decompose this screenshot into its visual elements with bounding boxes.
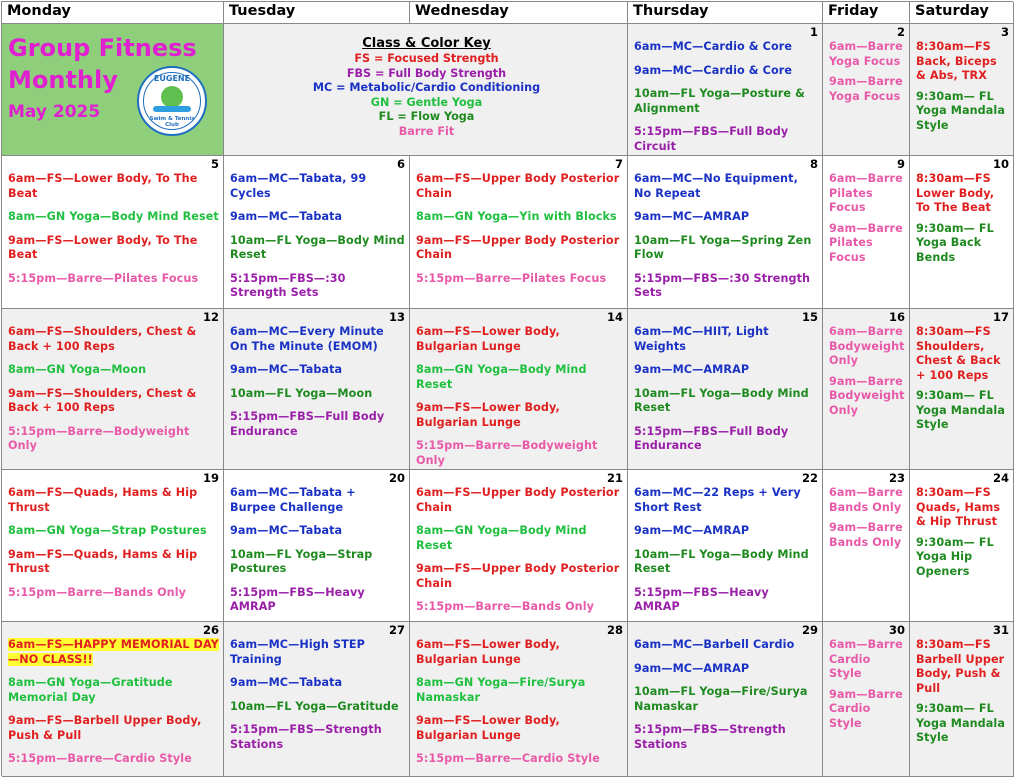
class-event [230,363,405,378]
class-event-text: 6am—Barre Yoga Focus [829,40,903,68]
key-title: Class & Color Key [362,36,491,51]
class-event [416,234,623,263]
class-event-text: 9am—FS—Quads, Hams & Hip Thrust [8,547,198,575]
class-event [829,172,905,216]
class-event [416,172,623,201]
class-event-text: 10am—FL Yoga—Moon [230,386,373,400]
day-events [916,486,1009,579]
day-events [634,40,818,154]
class-event [416,676,623,705]
class-event-text: 10am—FL Yoga—Body Mind Reset [230,233,405,261]
class-event-text: 10am—FL Yoga—Spring Zen Flow [634,233,812,261]
class-event [8,638,219,667]
class-event [634,486,818,515]
day-cell-31 [910,622,1014,777]
day-cell-20 [224,470,410,622]
class-event [8,524,219,539]
day-number: 5 [210,157,219,171]
class-event-text: 9am—MC—Cardio & Core [634,63,793,77]
class-event-text: 6am—MC—Tabata + Burpee Challenge [230,486,356,514]
class-event-text: 8:30am—FS Quads, Hams & Hip Thrust [916,486,1001,528]
water-wave-icon [153,106,191,112]
day-events [8,325,219,454]
day-number: 10 [992,157,1009,171]
key-line: FS = Focused Strength [354,52,499,65]
class-event-text: 9am—MC—Tabata [230,524,343,537]
class-event [916,536,1009,580]
class-event-text: 8:30am—FS Lower Body, To The Beat [916,172,995,214]
class-event-text: 6am—MC—Barbell Cardio [634,638,795,651]
class-event [8,714,219,743]
class-event-text: 10am—FL Yoga—Body Mind Reset [634,386,809,414]
class-event-text: 8:30am—FS Barbell Upper Body, Push & Pull [916,638,1005,695]
class-event-text: 8am—GN Yoga—Body Mind Reset [416,524,587,552]
day-events [634,486,818,615]
title-line-1: Group Fitness [8,34,197,62]
day-cell-27 [224,622,410,777]
class-event [916,90,1009,134]
class-event [8,325,219,354]
class-event-text: 8am—GN Yoga—Body Mind Reset [8,210,219,223]
class-event [916,638,1009,696]
class-event [8,272,219,287]
day-events [829,40,905,104]
class-event-text: 5:15pm—Barre—Bands Only [416,600,595,613]
class-event-text: 6am—Barre Bands Only [829,486,903,514]
class-event-text: 6am—FS—Upper Body Posterior Chain [416,486,620,514]
class-event-text: 8am—GN Yoga—Strap Postures [8,524,207,537]
day-cell-7 [410,156,628,309]
class-event [916,702,1009,746]
class-event-text: 6am—FS—HAPPY MEMORIAL DAY—NO CLASS!! [8,638,219,666]
day-cell-21 [410,470,628,622]
class-event-text: 10am—FL Yoga—Posture & Alignment [634,87,805,115]
day-events [8,486,219,600]
day-events [829,172,905,265]
day-number: 26 [202,623,219,637]
class-event-text: 8am—GN Yoga—Body Mind Reset [416,363,587,391]
class-event-text: 6am—MC—No Equipment, No Repeat [634,172,798,200]
day-cell-2 [823,24,910,156]
day-cell-23 [823,470,910,622]
class-event-text: 9am—MC—AMRAP [634,363,750,376]
class-event [634,524,818,539]
class-event [8,676,219,705]
class-event-text: 6am—FS—Lower Body, To The Beat [8,172,198,200]
class-event [634,425,818,454]
class-event [416,486,623,515]
day-number: 9 [896,157,905,171]
class-event-text: 10am—FL Yoga—Fire/Surya Namaskar [634,685,808,713]
class-event [416,325,623,354]
key-line: FL = Flow Yoga [378,110,475,124]
class-event-text: 5:15pm—FBS—Full Body Circuit [634,125,789,153]
class-event [829,688,905,732]
day-number: 20 [388,471,405,485]
day-number: 1 [809,25,818,39]
class-event [230,524,405,539]
class-event-text: 9:30am— FL Yoga Hip Openers [916,535,994,578]
class-event-text: 6am—FS—Quads, Hams & Hip Thrust [8,486,198,514]
day-events [916,638,1009,746]
day-events [829,486,905,550]
class-event [230,676,405,691]
color-key [224,24,628,156]
class-event [416,524,623,553]
class-event [230,234,405,263]
class-event [416,401,623,430]
day-number: 28 [606,623,623,637]
logo-bottom-text: Swim & Tennis Club [149,116,195,128]
header-friday: Friday [823,2,910,24]
class-event [634,64,818,79]
class-event [8,172,219,201]
class-event [230,486,405,515]
class-event-text: 5:15pm—FBS—Strength Stations [230,723,382,751]
day-events [416,172,623,286]
class-event-text: 6am—MC—22 Reps + Very Short Rest [634,486,801,514]
class-event [230,723,405,752]
class-event-text: 6am—FS—Shoulders, Chest & Back + 100 Reps [8,325,197,353]
class-event [916,325,1009,383]
day-number: 30 [888,623,905,637]
class-event [634,387,818,416]
day-number: 29 [801,623,818,637]
class-event [8,548,219,577]
club-logo [137,66,207,136]
class-event-text: 8am—GN Yoga—Gratitude Memorial Day [8,676,173,704]
class-event-text: 9:30am— FL Yoga Mandala Style [916,702,1005,744]
day-cell-8 [628,156,823,309]
class-event [230,387,405,402]
class-event [829,40,905,69]
header-monday: Monday [2,2,224,24]
day-cell-26 [2,622,224,777]
class-event-text: 5:15pm—FBS—Full Body Endurance [230,410,385,438]
class-event [829,638,905,682]
class-event-text: 9:30am— FL Yoga Mandala Style [916,89,1005,132]
class-event [634,40,818,55]
class-event-text: 6am—FS—Lower Body, Bulgarian Lunge [416,638,560,666]
day-events [416,325,623,468]
day-cell-28 [410,622,628,777]
day-number: 27 [388,623,405,637]
key-lines [230,52,623,140]
class-event-text: 9am—FS—Lower Body, To The Beat [8,233,198,261]
class-event [8,234,219,263]
header-wednesday: Wednesday [410,2,628,24]
day-number: 8 [809,157,818,171]
class-event [8,752,219,767]
calendar-grid [1,1,1013,776]
class-event [230,410,405,439]
day-events [416,638,623,767]
class-event-text: 9am—MC—AMRAP [634,210,750,223]
day-events [829,325,905,418]
day-number: 12 [202,310,219,324]
class-event-text: 10am—FL Yoga—Body Mind Reset [634,547,809,575]
day-events [634,325,818,454]
class-event-text: 6am—Barre Pilates Focus [829,172,903,214]
day-cell-13 [224,309,410,470]
key-line: GN = Gentle Yoga [370,95,483,109]
header-thursday: Thursday [628,2,823,24]
class-event-text: 5:15pm—Barre—Pilates Focus [8,271,199,285]
day-events [829,638,905,731]
class-event-text: 9am—FS—Lower Body, Bulgarian Lunge [416,401,560,429]
class-event [634,638,818,653]
class-event [916,389,1009,433]
class-event-text: 9am—Barre Bodyweight Only [829,374,905,417]
header-tuesday: Tuesday [224,2,410,24]
class-event [829,222,905,266]
day-number: 22 [801,471,818,485]
class-event-text: 9am—MC—Tabata [230,363,343,376]
day-events [8,172,219,286]
day-events [230,638,405,752]
class-event [634,272,818,301]
class-event-text: 8am—GN Yoga—Moon [8,363,147,376]
class-event [230,325,405,354]
class-event [634,363,818,378]
class-event-text: 6am—Barre Bodyweight Only [829,325,905,367]
title-block [2,24,224,156]
class-event-text: 9am—FS—Barbell Upper Body, Push & Pull [8,714,202,742]
class-event-text: 5:15pm—FBS—:30 Strength Sets [634,271,811,299]
class-event-text: 5:15pm—FBS—Heavy AMRAP [634,585,769,613]
class-event [634,87,818,116]
day-events [916,172,1009,265]
class-event-text: 6am—FS—Upper Body Posterior Chain [416,172,620,200]
class-event-text: 5:15pm—Barre—Bands Only [8,585,187,599]
class-event [634,325,818,354]
day-number: 19 [202,471,219,485]
key-line: MC = Metabolic/Cardio Conditioning [312,81,541,95]
class-event-text: 8:30am—FS Shoulders, Chest & Back + 100 Reps [916,325,1001,382]
class-event [916,40,1009,84]
day-events [634,172,818,301]
day-cell-12 [2,309,224,470]
class-event-text: 9am—FS—Lower Body, Bulgarian Lunge [416,714,560,742]
class-event-text: 6am—MC—Tabata, 99 Cycles [230,172,367,200]
day-number: 6 [396,157,405,171]
class-event-text: 9:30am— FL Yoga Mandala Style [916,389,1005,431]
tennis-ball-icon [161,86,183,108]
class-event [634,685,818,714]
class-event-text: 9am—Barre Pilates Focus [829,221,903,264]
class-event [634,210,818,225]
class-event-text: 9:30am— FL Yoga Back Bends [916,221,994,264]
class-event [416,210,623,225]
class-event [916,222,1009,266]
class-event [416,752,623,767]
class-event-text: 5:15pm—FBS—Full Body Endurance [634,424,789,452]
class-event-text: 9am—FS—Upper Body Posterior Chain [416,562,620,590]
class-event-text: 5:15pm—Barre—Cardio Style [416,752,600,765]
class-event-text: 6am—Barre Cardio Style [829,638,903,680]
day-events [916,40,1009,133]
class-event-text: 9am—MC—Tabata [230,676,343,689]
day-cell-1 [628,24,823,156]
class-event [416,272,623,287]
class-event [230,638,405,667]
day-number: 13 [388,310,405,324]
day-cell-3 [910,24,1014,156]
title-line-2: Monthly [8,66,118,94]
day-number: 16 [888,310,905,324]
class-event-text: 9am—FS—Shoulders, Chest & Back + 100 Reps [8,386,197,414]
day-cell-15 [628,309,823,470]
day-events [230,325,405,439]
class-event-text: 9am—Barre Bands Only [829,521,903,549]
day-number: 23 [888,471,905,485]
day-cell-9 [823,156,910,309]
class-event [8,387,219,416]
class-event [230,700,405,715]
class-event-text: 9am—Barre Cardio Style [829,687,903,730]
class-event-text: 10am—FL Yoga—Gratitude [230,699,399,713]
class-event [230,172,405,201]
day-cell-24 [910,470,1014,622]
key-line: FBS = Full Body Strength [346,66,507,80]
class-event [8,210,219,225]
day-cell-17 [910,309,1014,470]
day-cell-30 [823,622,910,777]
class-event [916,172,1009,216]
day-cell-5 [2,156,224,309]
class-event-text: 6am—MC—High STEP Training [230,638,365,666]
class-event [634,723,818,752]
day-events [8,638,219,767]
class-event-text: 9am—Barre Yoga Focus [829,75,903,103]
day-number: 3 [1000,25,1009,39]
day-number: 24 [992,471,1009,485]
class-event [416,439,623,468]
class-event-text: 8am—GN Yoga—Fire/Surya Namaskar [416,676,586,704]
class-event [8,486,219,515]
class-event [416,714,623,743]
day-number: 21 [606,471,623,485]
class-event [634,586,818,615]
class-event [634,662,818,677]
class-event [8,586,219,601]
class-event-text: 8am—GN Yoga—Yin with Blocks [416,210,617,223]
class-event [829,486,905,515]
class-event [634,234,818,263]
class-event-text: 5:15pm—FBS—:30 Strength Sets [230,271,346,299]
class-event [230,586,405,615]
day-number: 2 [896,25,905,39]
class-event [8,363,219,378]
class-event-text: 9am—FS—Upper Body Posterior Chain [416,233,620,261]
day-number: 31 [992,623,1009,637]
day-cell-14 [410,309,628,470]
class-event [634,172,818,201]
class-event-text: 5:15pm—FBS—Strength Stations [634,723,786,751]
class-event-text: 9am—MC—AMRAP [634,524,750,537]
class-event-text: 5:15pm—Barre—Pilates Focus [416,271,607,285]
day-cell-10 [910,156,1014,309]
day-cell-19 [2,470,224,622]
day-cell-16 [823,309,910,470]
class-event [230,272,405,301]
class-event [829,521,905,550]
class-event-text: 8:30am—FS Back, Biceps & Abs, TRX [916,40,997,82]
day-number: 7 [614,157,623,171]
class-event [634,548,818,577]
day-number: 17 [992,310,1009,324]
class-event [829,75,905,104]
class-event [8,425,219,454]
day-cell-29 [628,622,823,777]
class-event [416,638,623,667]
class-event-text: 6am—MC—Cardio & Core [634,40,793,53]
day-events [230,172,405,301]
class-event [634,125,818,154]
class-event-text: 6am—FS—Lower Body, Bulgarian Lunge [416,325,560,353]
day-events [916,325,1009,433]
day-number: 15 [801,310,818,324]
day-events [230,486,405,615]
class-event [916,486,1009,530]
header-saturday: Saturday [910,2,1014,24]
class-event-text: 9am—MC—AMRAP [634,661,750,675]
class-event-text: 9am—MC—Tabata [230,210,343,223]
class-event-text: 6am—MC—Every Minute On The Minute (EMOM) [230,325,384,353]
key-line: Barre Fit [398,124,455,138]
day-events [634,638,818,752]
class-event [230,210,405,225]
day-events [416,486,623,615]
class-event [416,600,623,615]
class-event-text: 5:15pm—Barre—Cardio Style [8,752,192,765]
class-event [416,363,623,392]
class-event [829,375,905,419]
class-event-text: 10am—FL Yoga—Strap Postures [230,547,373,575]
class-event-text: 5:15pm—FBS—Heavy AMRAP [230,585,365,613]
class-event [230,548,405,577]
class-event-text: 5:15pm—Barre—Bodyweight Only [8,424,190,452]
day-cell-22 [628,470,823,622]
day-number: 14 [606,310,623,324]
title-month: May 2025 [8,102,101,122]
day-cell-6 [224,156,410,309]
class-event [416,562,623,591]
class-event-text: 5:15pm—Barre—Bodyweight Only [416,439,598,467]
class-event [829,325,905,369]
logo-top-text: EUGENE [153,74,191,83]
class-event-text: 6am—MC—HIIT, Light Weights [634,325,769,353]
